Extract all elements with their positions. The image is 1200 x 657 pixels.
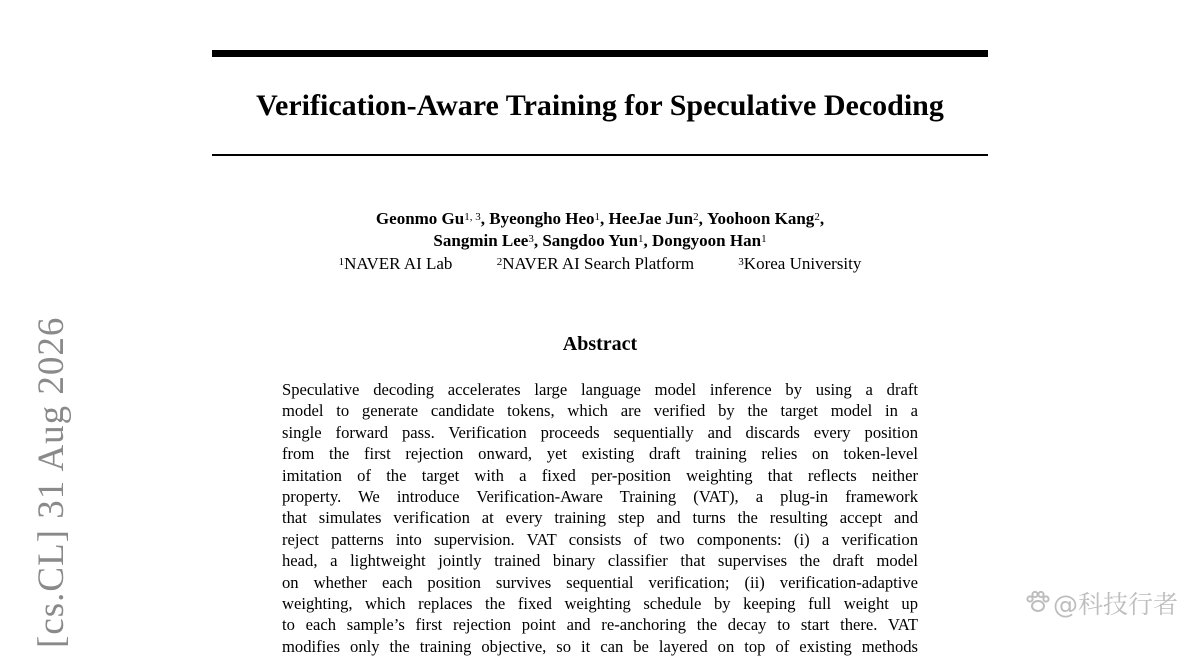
author: Dongyoon Han$^1$ bbox=[651, 231, 767, 250]
author: HeeJae Jun$^2$, bbox=[608, 209, 708, 228]
author-line-2 bbox=[212, 230, 988, 252]
abstract-line: on whether each position survives sequential verification; (ii) verification-adaptive bbox=[282, 572, 918, 592]
affiliation: $^3$Korea University bbox=[738, 254, 862, 273]
abstract-line: single forward pass. Verification proceeds sequentially and discards every position bbox=[282, 422, 918, 442]
abstract-line: property. We introduce Verification-Aware Training (VAT), a plug-in framework bbox=[282, 487, 918, 507]
paw-logo-icon bbox=[1025, 589, 1051, 623]
abstract-line: reject patterns into supervision. VAT consists of two components: (i) a verification bbox=[282, 529, 918, 549]
abstract-line: model to generate candidate tokens, which are verified by the target model in a bbox=[282, 401, 918, 421]
paper-title: Verification-Aware Training for Speculative Decoding bbox=[256, 89, 944, 122]
author: Yoohoon Kang$^2$, bbox=[707, 209, 825, 228]
abstract-line: to each sample’s first rejection point and re-anchoring the decay to start there. VAT bbox=[282, 615, 918, 635]
watermark bbox=[1025, 588, 1178, 623]
author: Byeongho Heo$^1$, bbox=[489, 209, 609, 228]
abstract-body bbox=[282, 379, 918, 657]
affiliation-list bbox=[212, 253, 988, 275]
abstract-line: that simulates verification at every training step and turns the resulting accept and bbox=[282, 508, 918, 528]
author: Sangmin Lee$^3$, bbox=[433, 231, 543, 250]
arxiv-identifier: [cs.CL] 31 Aug 2026 bbox=[31, 316, 72, 648]
abstract-line: weighting, which replaces the fixed weighting schedule by keeping full weight up bbox=[282, 594, 918, 614]
abstract-line: from the first rejection onward, yet existing draft training relies on token-level bbox=[282, 444, 918, 464]
affiliation: $^1$NAVER AI Lab bbox=[338, 254, 453, 273]
abstract-line: modifies only the training objective, so it can be layered on top of existing methods bbox=[282, 636, 918, 656]
watermark-text: @科技行者 bbox=[1052, 590, 1178, 619]
author-list bbox=[212, 208, 988, 252]
title-bottom-rule bbox=[212, 154, 988, 156]
abstract-heading: Abstract bbox=[562, 333, 638, 355]
title-top-rule bbox=[212, 50, 988, 57]
abstract-line: imitation of the target with a fixed per-position weighting that reflects neither bbox=[282, 465, 918, 485]
author-line-1 bbox=[212, 208, 988, 230]
affiliation: $^2$NAVER AI Search Platform bbox=[496, 254, 695, 273]
abstract-line: head, a lightweight jointly trained binary classifier that supervises the draft model bbox=[282, 551, 918, 571]
abstract-line: Speculative decoding accelerates large language model inference by using a draft bbox=[282, 380, 918, 399]
author: Geonmo Gu$^{1, 3}$, bbox=[375, 209, 490, 228]
author: Sangdoo Yun$^1$, bbox=[542, 231, 652, 250]
